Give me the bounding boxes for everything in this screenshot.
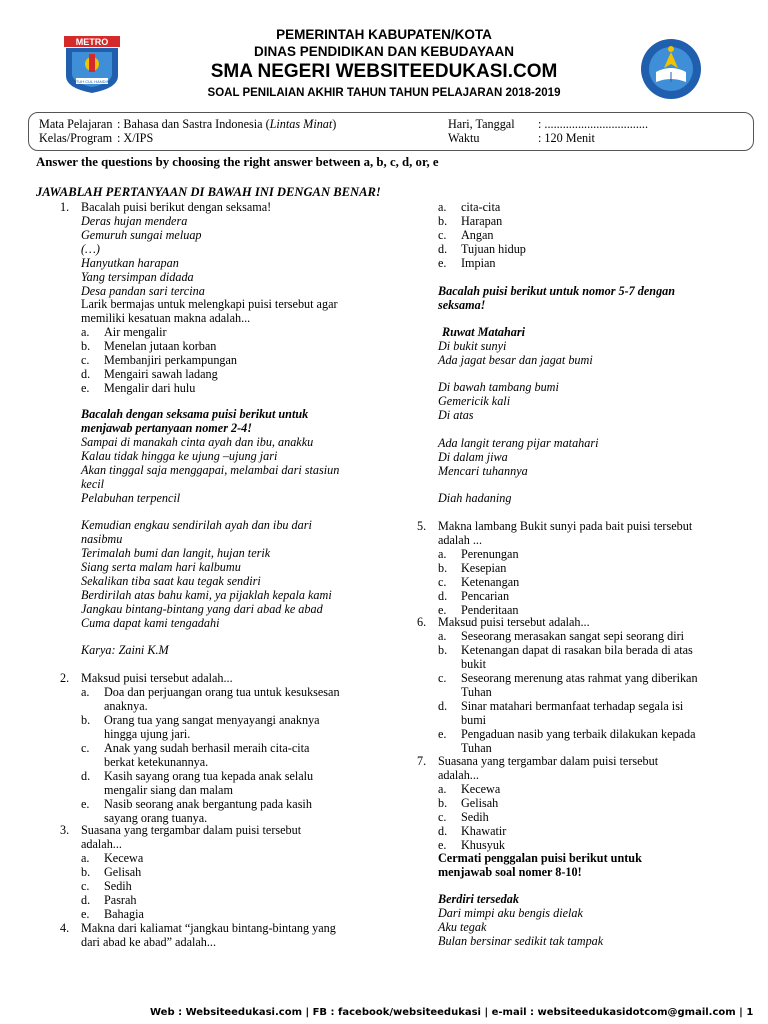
option-letter: e. [81,797,90,811]
q3-text: Suasana yang tergambar dalam puisi tersebut [81,823,302,837]
poem-line: Ada jagat besar dan jagat bumi [438,353,593,367]
option-letter: c. [438,228,447,242]
time-value: : 120 Menit [538,131,595,145]
header-line-1: PEMERINTAH KABUPATEN/KOTA [276,27,492,42]
option-letter: c. [438,575,447,589]
q5-number: 5. [417,519,427,533]
option-text: mengalir siang dan malam [104,783,233,797]
page-footer: Web : Websiteedukasi.com | FB : facebook/websiteedukasi | e-mail : websiteedukasidotcom@gmail.com | 1 [150,1007,754,1018]
poem-2-author: Karya: Zaini K.M [81,643,169,657]
option-text: Pencarian [461,589,510,603]
q7-number: 7. [417,754,427,768]
poem-line: Sekalikan tiba saat kau tegak sendiri [81,574,261,588]
option-text: berkat ketekunannya. [104,755,209,769]
option-letter: a. [438,547,447,561]
option-text: Harapan [461,214,503,228]
option-letter: c. [81,879,90,893]
option-letter: a. [81,325,90,339]
option-text: Sedih [461,810,489,824]
poem-3-title: Ruwat Matahari [442,325,525,339]
option-letter: d. [438,242,448,256]
option-letter: e. [438,256,447,270]
poem-line: Di dalam jiwa [438,450,508,464]
instruction-5-7: Bacalah puisi berikut untuk nomor 5-7 dengan [438,284,676,298]
instruction: Answer the questions by choosing the right answer between a, b, c, d, or, e [36,155,439,169]
option-letter: b. [438,561,448,575]
date-label: Hari, Tanggal [448,117,515,131]
poem-line: Gemuruh sungai meluap [81,228,202,242]
option-text: Kasih sayang orang tua kepada anak selalu [104,769,314,783]
option-letter: c. [81,741,90,755]
option-letter: d. [81,367,91,381]
poem-line: Desa pandan sari tercina [81,284,205,298]
q3-number: 3. [60,823,70,837]
option-text: Pasrah [104,893,137,907]
class-label: Kelas/Program [39,131,113,145]
option-letter: d. [81,893,91,907]
option-text: Nasib seorang anak bergantung pada kasih [104,797,312,811]
class-value: : X/IPS [117,131,154,145]
poem-line: Pelabuhan terpencil [81,491,181,505]
option-text: Tujuan hidup [461,242,526,256]
header-line-2: DINAS PENDIDIKAN DAN KEBUDAYAAN [253,44,515,59]
option-text: Ketenangan dapat di rasakan bila berada di atas [461,643,693,657]
poem-4-title: Berdiri tersedak [438,892,519,906]
poem-line: Mencari tuhannya [438,464,528,478]
option-text: Khawatir [461,824,507,838]
poem-line: Gemericik kali [438,394,511,408]
option-text: Sedih [104,879,132,893]
metro-logo [62,36,122,94]
option-letter: b. [438,796,448,810]
instruction-8-10: menjawab soal nomer 8-10! [438,865,582,879]
q7-text: Suasana yang tergambar dalam puisi tersebut [438,754,659,768]
q1-number: 1. [60,200,70,214]
option-letter: a. [81,685,90,699]
poem-line: kecil [81,477,105,491]
poem-line: Terimalah bumi dan langit, hujan terik [81,546,271,560]
option-letter: b. [438,214,448,228]
option-text: Penderitaan [461,603,519,617]
option-text: Pengaduan nasib yang terbaik dilakukan kepada [461,727,696,741]
poem-line: Cuma dapat kami tengadahi [81,616,220,630]
date-value: : .................................. [538,117,649,131]
option-text: Ketenangan [461,575,520,589]
option-letter: b. [81,865,91,879]
option-text: Tuhan [461,741,492,755]
option-text: cita-cita [461,200,501,214]
option-text: Bahagia [104,907,144,921]
option-text: Angan [461,228,494,242]
option-letter: d. [438,589,448,603]
option-text: Doa dan perjuangan orang tua untuk kesuksesan [104,685,340,699]
poem-line: Bulan bersinar sedikit tak tampak [438,934,604,948]
option-letter: a. [438,629,447,643]
option-text: bumi [461,713,487,727]
poem-line: Di atas [438,408,474,422]
option-text: Membanjiri perkampungan [104,353,238,367]
q3-text: adalah... [81,837,122,851]
option-text: Kecewa [104,851,144,865]
option-letter: e. [438,603,447,617]
subject-value: : Bahasa dan Sastra Indonesia (Lintas Minat) [117,117,337,131]
poem-line: (…) [81,242,100,256]
option-text: Menelan jutaan korban [104,339,217,353]
option-text: Seseorang merenung atas rahmat yang diberikan [461,671,698,685]
poem-line: Sampai di manakah cinta ayah dan ibu, anakku [81,435,314,449]
option-text: Tuhan [461,685,492,699]
option-letter: d. [81,769,91,783]
option-text: Sinar matahari bermanfaat terhadap segala isi [461,699,684,713]
option-letter: e. [81,381,90,395]
q2-text: Maksud puisi tersebut adalah... [81,671,233,685]
logo-left-text: METRO [75,37,109,47]
option-letter: b. [81,713,91,727]
option-letter: a. [81,851,90,865]
q6-number: 6. [417,615,427,629]
poem-line: Di bukit sunyi [438,339,507,353]
option-text: sayang orang tuanya. [104,811,208,825]
instruction-2-4: Bacalah dengan seksama puisi berikut untuk [81,407,309,421]
option-letter: c. [438,810,447,824]
option-letter: e. [438,838,447,852]
option-text: Kesepian [461,561,507,575]
logo-left-motto: LATUH CUL HANDING [71,79,113,84]
option-text: Air mengalir [104,325,167,339]
option-text: Mengalir dari hulu [104,381,196,395]
poem-line: Dari mimpi aku bengis dielak [438,906,583,920]
time-label: Waktu [448,131,480,145]
poem-3-author: Diah hadaning [438,491,512,505]
option-letter: c. [438,671,447,685]
instruction-2-4: menjawab pertanyaan nomer 2-4! [81,421,252,435]
option-letter: b. [438,643,448,657]
option-letter: c. [81,353,90,367]
q5-text: adalah ... [438,533,482,547]
option-text: Khusyuk [461,838,506,852]
option-text: Orang tua yang sangat menyayangi anaknya [104,713,320,727]
option-text: hingga ujung jari. [104,727,191,741]
q6-text: Maksud puisi tersebut adalah... [438,615,590,629]
q7-text: adalah... [438,768,479,782]
poem-line: Berdirilah atas bahu kami, ya pijaklah kepala kami [81,588,332,602]
option-text: Kecewa [461,782,501,796]
option-letter: d. [438,699,448,713]
instruction-8-10: Cermati penggalan puisi berikut untuk [438,851,642,865]
tut-wuri-handayani-logo [640,38,702,100]
option-text: Gelisah [461,796,499,810]
q4-number: 4. [60,921,70,935]
poem-line: Siang serta malam hari kalbumu [81,560,241,574]
poem-line: Di bawah tambang bumi [438,380,559,394]
option-text: bukit [461,657,487,671]
poem-line: Akan tinggal saja menggapai, melambai dari stasiun [81,463,340,477]
instruction-5-7: seksama! [438,298,486,312]
option-letter: e. [81,907,90,921]
q4-text: Makna dari kaliamat “jangkau bintang-bintang yang [81,921,336,935]
option-text: Mengairi sawah ladang [104,367,218,381]
option-text: Anak yang sudah berhasil meraih cita-cita [104,741,310,755]
option-text: Gelisah [104,865,142,879]
poem-line: Kemudian engkau sendirilah ayah dan ibu dari [81,518,312,532]
exam-title: SOAL PENILAIAN AKHIR TAHUN TAHUN PELAJARAN 2018-2019 [207,87,561,99]
option-text: Perenungan [461,547,519,561]
poem-line: Yang tersimpan didada [81,270,194,284]
poem-line: Jangkau bintang-bintang yang dari abad ke abad [81,602,323,616]
poem-line: nasibmu [81,532,123,546]
option-letter: b. [81,339,91,353]
q4-text: dari abad ke abad” adalah... [81,935,217,949]
option-letter: a. [438,782,447,796]
q5-text: Makna lambang Bukit sunyi pada bait puisi tersebut [438,519,693,533]
poem-line: Hanyutkan harapan [81,256,179,270]
option-text: anaknya. [104,699,148,713]
option-text: Seseorang merasakan sangat sepi seorang diri [461,629,685,643]
option-letter: d. [438,824,448,838]
section-heading: JAWABLAH PERTANYAAN DI BAWAH INI DENGAN BENAR! [36,185,381,199]
q1-text: Bacalah puisi berikut dengan seksama! [81,200,272,214]
option-letter: a. [438,200,447,214]
poem-line: Aku tegak [438,920,487,934]
poem-line: Deras hujan mendera [81,214,188,228]
option-text: Impian [461,256,496,270]
subject-label: Mata Pelajaran [39,117,113,131]
poem-line: Kalau tidak hingga ke ujung –ujung jari [81,449,278,463]
q2-number: 2. [60,671,70,685]
q1-question-line: Larik bermajas untuk melengkapi puisi tersebut agar [81,297,338,311]
option-letter: e. [438,727,447,741]
q1-question-line: memiliki kesatuan makna adalah... [81,311,251,325]
school-name: SMA NEGERI WEBSITEEDUKASI.COM [210,61,558,82]
poem-line: Ada langit terang pijar matahari [438,436,599,450]
